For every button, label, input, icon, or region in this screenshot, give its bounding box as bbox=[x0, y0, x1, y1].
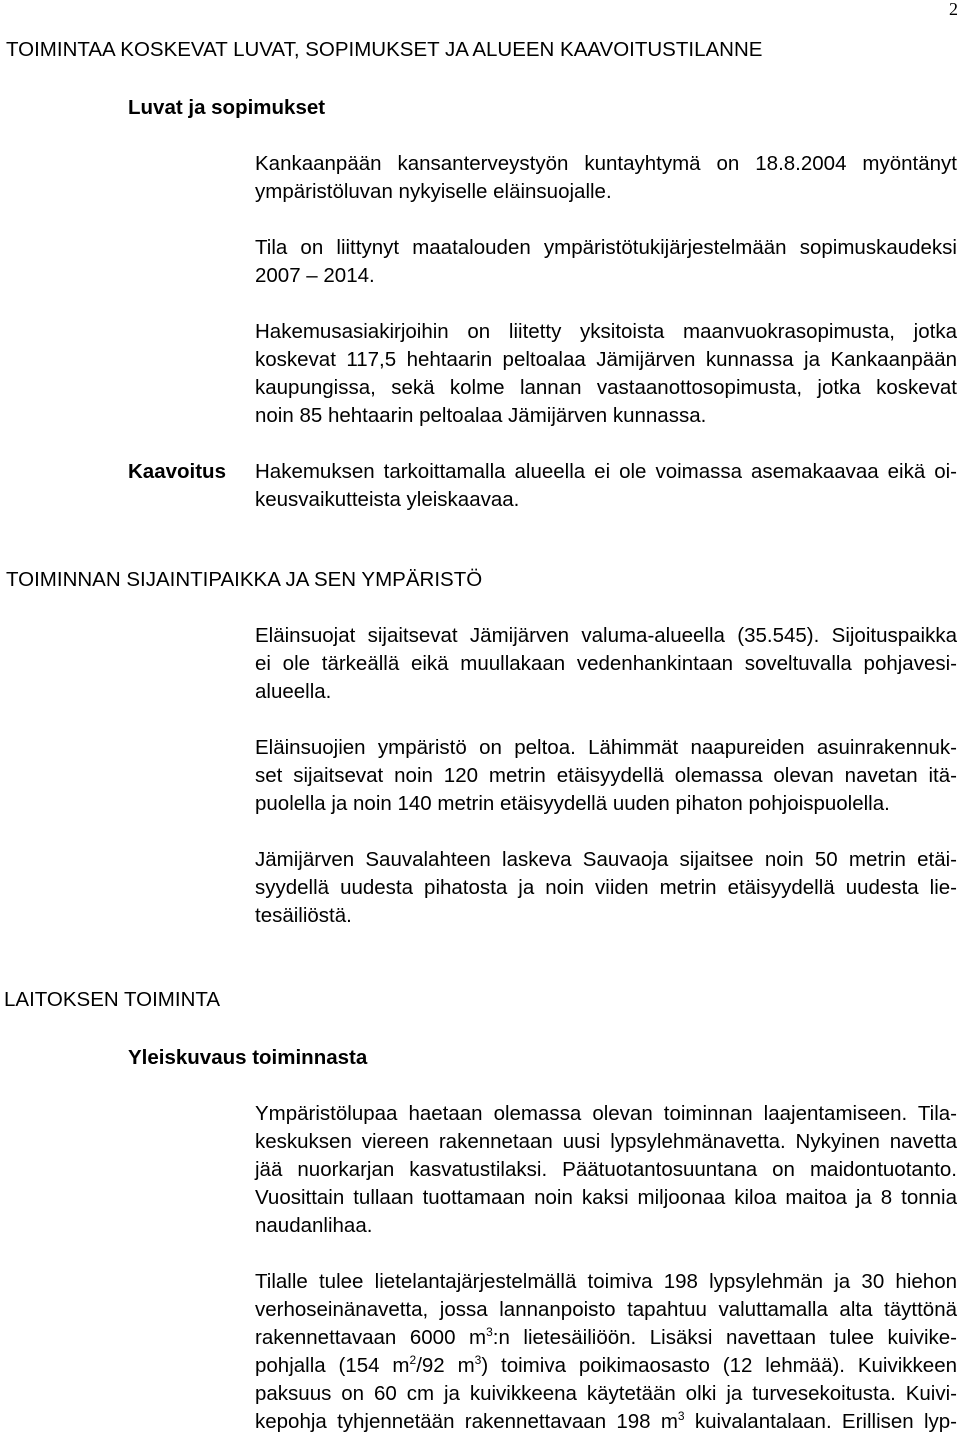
paragraph-environmental-permit bbox=[255, 150, 957, 206]
text-line: Tilalle tulee lietelantajärjestelmällä toimiva 198 lypsylehmän ja 30 hiehon bbox=[255, 1270, 957, 1293]
paragraph-support-scheme bbox=[255, 234, 957, 290]
text-line: verhoseinänavetta, jossa lannanpoisto tapahtuu valuttamalla alta täyttönä bbox=[255, 1298, 957, 1321]
text-line bbox=[255, 1352, 957, 1380]
text-line: 2007 – 2014. bbox=[255, 264, 375, 287]
text-line: kaupungissa, sekä kolme lannan vastaanottosopimusta, jotka koskevat bbox=[255, 376, 957, 399]
paragraph-barn-description bbox=[255, 1268, 957, 1436]
superscript: 2 bbox=[409, 1353, 417, 1367]
text-line: koskevat 117,5 hehtaarin peltoalaa Jämijärven kunnassa ja Kankaanpään bbox=[255, 348, 957, 371]
text-line: noin 85 hehtaarin peltoalaa Jämijärven kunnassa. bbox=[255, 404, 707, 427]
section-heading-location: TOIMINNAN SIJAINTIPAIKKA JA SEN YMPÄRISTÖ bbox=[6, 568, 483, 591]
text-line: Eläinsuojat sijaitsevat Jämijärven valuma-alueella (35.545). Sijoituspaikka bbox=[255, 624, 957, 647]
text-line: Vuosittain tullaan tuottamaan noin kaksi miljoonaa kiloa maitoa ja 8 tonnia bbox=[255, 1186, 957, 1209]
text-line: Ympäristölupaa haetaan olemassa olevan toiminnan laajentamiseen. Tila- bbox=[255, 1102, 957, 1125]
text-line: Hakemusasiakirjoihin on liitetty yksitoista maanvuokrasopimusta, jotka bbox=[255, 320, 957, 343]
paragraph-lease-agreements bbox=[255, 318, 957, 430]
text-segment: pohjalla (154 m bbox=[255, 1354, 410, 1377]
text-segment: kuivalantalaan. Erillisen lyp- bbox=[684, 1410, 957, 1433]
text-line: tesäiliöstä. bbox=[255, 904, 352, 927]
text-segment: ) toimiva poikimaosasto (12 lehmää). Kuivikkeen bbox=[481, 1354, 957, 1377]
text-line: jää nuorkarjan kasvatustilaksi. Päätuotantosuuntana on maidontuotanto. bbox=[255, 1158, 957, 1181]
paragraph-surroundings bbox=[255, 734, 957, 818]
text-line bbox=[255, 1408, 957, 1436]
text-line: naudanlihaa. bbox=[255, 1214, 373, 1237]
text-line: keskuksen viereen rakennetaan uusi lypsylehmänavetta. Nykyinen navetta bbox=[255, 1130, 957, 1153]
paragraph-zoning bbox=[255, 458, 957, 514]
text-line: Tila on liittynyt maatalouden ympäristötukijärjestelmään sopimuskaudeksi bbox=[255, 236, 957, 259]
text-line: puolella ja noin 140 metrin etäisyydellä uuden pihaton pohjoispuolella. bbox=[255, 792, 890, 815]
superscript: 3 bbox=[677, 1409, 685, 1423]
text-line: syydellä uudesta pihatosta ja noin viiden metrin etäisyydellä uudesta lie- bbox=[255, 876, 957, 899]
text-line: Jämijärven Sauvalahteen laskeva Sauvaoja sijaitsee noin 50 metrin etäi- bbox=[255, 848, 957, 871]
text-line: ei ole tärkeällä eikä muullakaan vedenhankintaan soveltuvalla pohjavesi- bbox=[255, 652, 957, 675]
page-number: 2 bbox=[949, 0, 958, 19]
text-line: Kankaanpään kansanterveystyön kuntayhtymä on 18.8.2004 myöntänyt bbox=[255, 152, 957, 175]
subheading-overview: Yleiskuvaus toiminnasta bbox=[128, 1046, 368, 1069]
text-line: keusvaikutteista yleiskaavaa. bbox=[255, 488, 520, 511]
section-heading-operation: LAITOKSEN TOIMINTA bbox=[4, 988, 221, 1011]
superscript: 3 bbox=[474, 1353, 482, 1367]
superscript: 3 bbox=[486, 1325, 493, 1339]
text-segment: :n lietesäiliöön. Lisäksi navettaan tulee kuivike- bbox=[492, 1326, 957, 1349]
paragraph-watercourse bbox=[255, 846, 957, 930]
text-line: ympäristöluvan nykyiselle eläinsuojalle. bbox=[255, 180, 612, 203]
subheading-permits-agreements: Luvat ja sopimukset bbox=[128, 96, 326, 119]
zoning-label: Kaavoitus bbox=[128, 460, 226, 483]
text-segment: rakennettavaan 6000 m bbox=[255, 1326, 487, 1349]
text-line: alueella. bbox=[255, 680, 332, 703]
text-line: paksuus on 60 cm ja kuivikkeena käytetään olki ja turvesekoitusta. Kuivi- bbox=[255, 1382, 957, 1405]
text-segment: /92 m bbox=[416, 1354, 475, 1377]
paragraph-catchment-area bbox=[255, 622, 957, 706]
text-line: set sijaitsevat noin 120 metrin etäisyydellä olemassa olevan navetan itä- bbox=[255, 764, 957, 787]
paragraph-expansion bbox=[255, 1100, 957, 1240]
text-line: Eläinsuojien ympäristö on peltoa. Lähimmät naapureiden asuinrakennuk- bbox=[255, 736, 957, 759]
text-line: Hakemuksen tarkoittamalla alueella ei ole voimassa asemakaavaa eikä oi- bbox=[255, 460, 957, 483]
text-segment: kepohja tyhjennetään rakennettavaan 198 m bbox=[255, 1410, 678, 1433]
text-line bbox=[255, 1324, 957, 1352]
section-heading-permits: TOIMINTAA KOSKEVAT LUVAT, SOPIMUKSET JA ALUEEN KAAVOITUSTILANNE bbox=[6, 38, 763, 61]
